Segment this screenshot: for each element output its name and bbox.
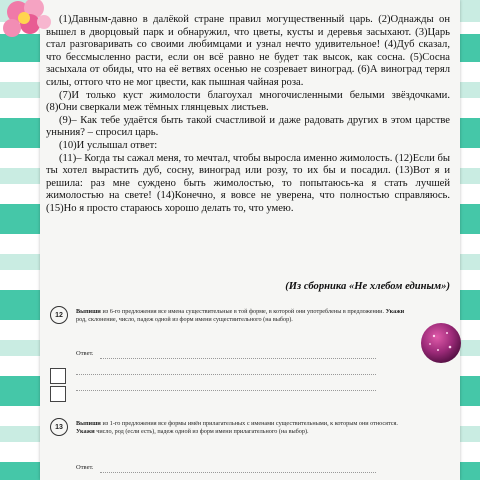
- story-paragraph-3: (9)– Как тебе удаётся быть такой счастливой и даже радовать других в этом царстве уныния? – спросил царь.: [46, 114, 450, 139]
- task-verb: Укажи: [385, 308, 405, 315]
- task-13: [50, 418, 448, 480]
- story-text: [46, 14, 450, 216]
- flower-sticker-icon: [0, 0, 64, 42]
- answer-label: Ответ.: [76, 464, 94, 471]
- answer-label: Ответ.: [76, 350, 94, 357]
- answer-line[interactable]: [76, 390, 376, 391]
- task-verb: Выпиши: [76, 308, 101, 315]
- task-text-part: из 6-го предложения все имена существительные в той форме, в которой они употреблены в предложении.: [100, 308, 386, 315]
- task-12: [50, 306, 448, 406]
- task-instruction: [76, 308, 406, 323]
- story-paragraph-1: (1)Давным-давно в далёкой стране правил могущественный царь. (2)Однажды он вышел в дворцовый парк и обнаружил, что цветы, кусты и деревья засыхают. (3)Царь стал разговаривать со своими любимцами и узнал нечто удивительное! (4)Дуб сказал, что бессмысленно расти, если он всё равно не будет так высок, как сосна. (5)Сосна засыхала от обиды, что на её ветвях осенью не созревает виноград. (6)А виноград терял силы, оттого что не мог цвести, как пышная чайная роза.: [46, 14, 450, 88]
- task-number-badge: 13: [50, 418, 68, 436]
- glitter-circle-icon: [420, 322, 462, 364]
- answer-line[interactable]: [100, 358, 376, 359]
- task-verb: Укажи: [76, 427, 95, 435]
- story-paragraph-2: (7)И только куст жимолости благоухал многочисленными белыми звёздочками. (8)Они сверкали меж тёмных глянцевых листьев.: [46, 89, 450, 114]
- story-paragraph-4: (10)И услышал ответ:: [59, 139, 158, 151]
- story-paragraph-5: (11)– Когда ты сажал меня, то мечтал, чтобы выросла именно жимолость. (12)Если бы ты хотел вырастить дуб, сосну, виноград или розу, то их бы и посадил. (13)Вот я и решила: раз мне суждено быть жимолостью, то попытаюсь-ка я стать лучшей жимолостью на свете! (14)Конечно, я вовсе не уверена, что полностью справляюсь. (15)Но я просто стараюсь хорошо делать то, что умею.: [46, 152, 450, 214]
- task-number-badge: 12: [50, 306, 68, 324]
- answer-line[interactable]: [76, 374, 376, 375]
- task-text-part: род, склонение, число, падеж одной из форм имени существительного (на выбор).: [76, 315, 293, 323]
- task-text-part: из 1-го предложения все формы имён прилагательных с именами существительными, к которым они относятся.: [100, 420, 398, 427]
- answer-checkbox[interactable]: [50, 386, 66, 402]
- task-verb: Выпиши: [76, 420, 101, 427]
- task-text-part: число, род (если есть), падеж одной из форм имени прилагательного (на выбор).: [94, 427, 309, 435]
- answer-checkbox[interactable]: [50, 368, 66, 384]
- task-instruction: [76, 420, 406, 435]
- answer-line[interactable]: [100, 472, 376, 473]
- story-source: (Из сборника «Не хлебом единым»): [285, 281, 450, 292]
